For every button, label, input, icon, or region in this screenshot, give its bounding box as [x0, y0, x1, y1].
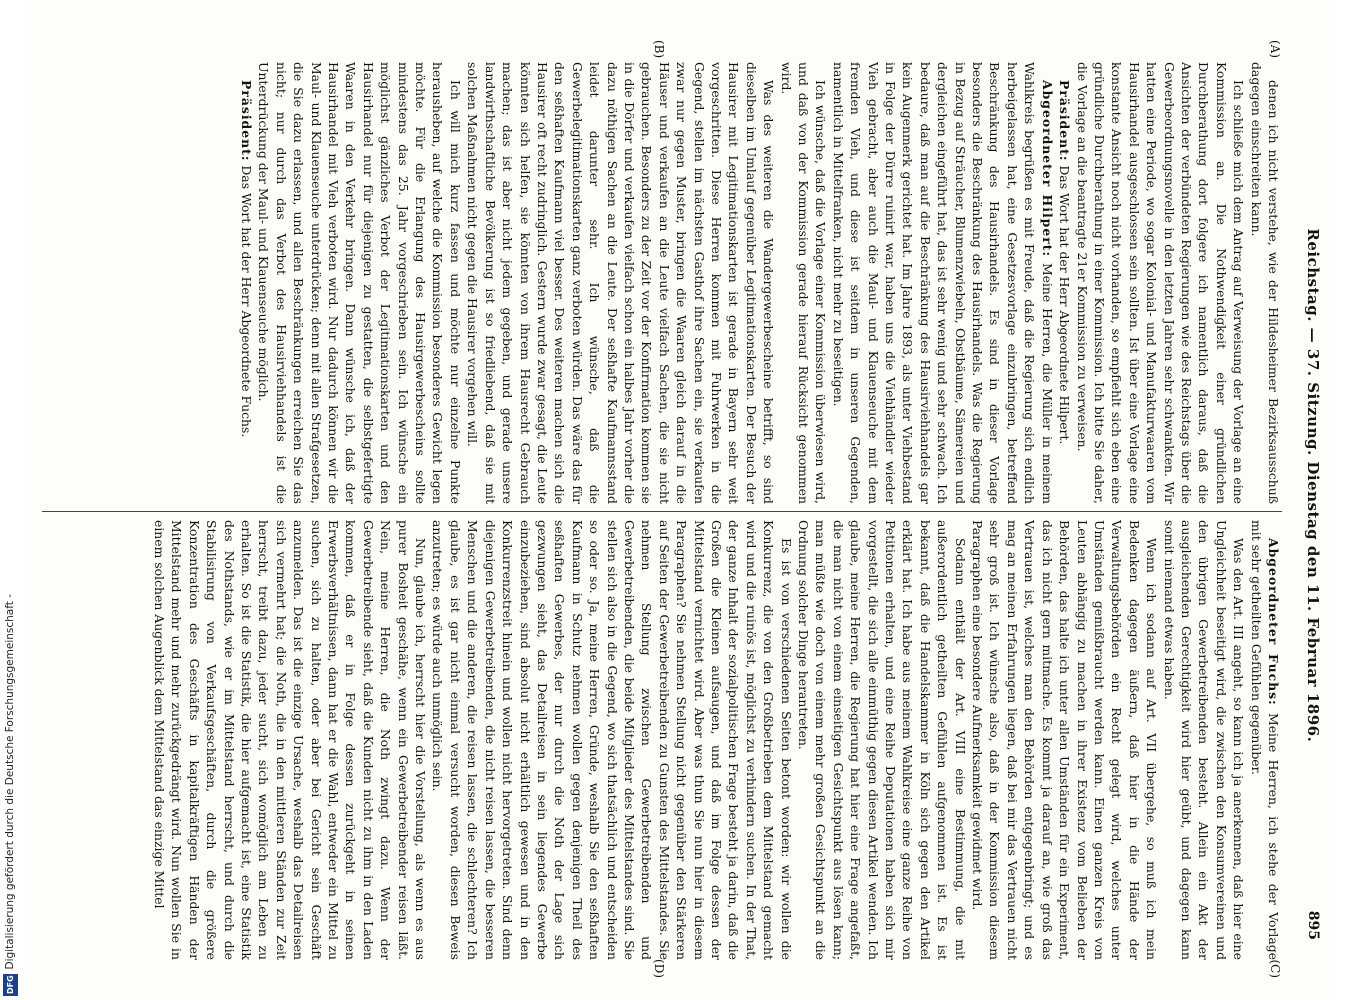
paragraph-text: Sodann enthält der Art. VIII eine Bestimmung, die mit außerordentlich getheilten Gefühlen aufgenommen ist. Es ist bekannt, daß die Handelskammer in Köln sich gegen den Artikel erklärt hat. Ich habe aus meinem Wahlkreise eine ganze Reihe von Petitionen erhalten, und eine Reihe Deputationen haben sich mir vorgestellt, die sich alle einmüthig gegen diesen Artikel wenden. Ich glaube, meine Herren, die Regierung hat hier eine Frage angefaßt, die man nicht von einem einseitigen Gesichtspunkt aus lösen kann; man müßte wie doch von einem mehr großen Gesichtspunkt an die Ordnung solcher Dinge herantreten. — [796, 520, 968, 960]
paragraph — [777, 62, 829, 504]
paragraph — [1073, 62, 1247, 504]
paragraph-text: Ich wünsche, daß die Vorlage einer Kommission überwiesen wird, und daß von der Kommission gerade hierauf Rücksicht genommen wird. — [778, 62, 829, 504]
speaker-label: Präsident: — [239, 80, 255, 162]
margin-marker-d: (D) — [652, 959, 666, 978]
margin-marker-b: (B) — [652, 40, 666, 59]
paragraph-text: Ich schließe mich dem Antrag auf Verweisung der Vorlage an eine Kommission an. Die Nothwendigkeit einer gründlichen Durchberathung dort folgere ich namentlich daraus, daß die Ansichten der verbündeten Regierungen wie des Reichstags über die Gewerbeordnungsnovelle in den letzten Jahren sehr schwankten. Wir hatten eine Periode, wo sogar Kolonial- und Manufakturwaaren vom Hausirhandel ausgeschlossen sein sollten. Ist über eine Vorlage eine konstante Ansicht noch nicht vorhanden, so empfiehlt sich eben eine gründliche Durchberathung in einer Kommission. Ich bitte Sie daher, die Vorlage an die beantragte 21er Kommission zu verweisen. — [1074, 62, 1247, 504]
paragraph — [969, 520, 1160, 960]
speaker-label: Abgeordneter Fuchs: — [1266, 538, 1281, 706]
running-title: Reichstag. — 37. Sitzung. Dienstag den 11. Februar 1896. — [1304, 228, 1322, 743]
paragraph — [429, 520, 795, 960]
paragraph — [151, 520, 430, 960]
paragraph-text: Meine Herren, die Müller in meinem Wahlkreis begrüßen es mit Freude, daß die Regierung sich endlich herbeigelassen hat, eine Gesetzesvorlage einzubringen, betreffend Beschränkung des Hausirhandels. Es sind in dieser Vorlage besonders die Beschränkung des Hausirhandels. Was die Regierung in Bezug auf Sträucher, Blumenzwiebeln, Obstbäume, Sämereien und dergleichen eingeführt hat, das ist sehr wenig und sehr schwach. Ich bedaure, daß man auf die Beschränkung des Hausirviehhandels gar kein Augenmerk gerichtet hat. Im Jahre 1893, als unter Viehbestand in Folge der Dürre ruinirt war, haben uns die Viehhändler wieder Vieh gebracht, aber auch die Maul- und Klauenseuche mit dem fremden Vieh, und diese ist seitdem in unseren Gegenden, namentlich in Mittelfranken, nicht mehr zu beseitigen. — [830, 62, 1055, 504]
paragraph-text: Es ist von verschiedenen Seiten betont worden: wir wollen die Konkurrenz, die von den Großbetrieben dem Mittelstand gemacht wird und die ruinös ist, möglichst zu verhindern suchen. In der That, der ganze Inhalt der sozialpolitischen Frage besteht ja darin, daß die Großen die Kleinen aufsaugen, und daß im Folge dessen der Mittelstand vernichtet wird. Aber was thun Sie nun hier in diesem Paragraphen? Sie nehmen Stellung nicht gegenüber den Stärkeren auf Seiten der Gewerbetreibenden zu Gunsten des Mittelstandes. Sie nehmen Stellung zwischen Gewerbetreibenden und Gewerbetreibenden, die beide Mitglieder des Mittelstandes sind. Sie stellen sich also in die Gegend, wo sich thatsächlich und entscheiden so oder so. Ja, meine Herren, Gründe, weshalb Sie den seßhaften Kaufmann in Schutz nehmen wollen gegen denjenigen Theil des seßhaften Gewerbes, der nur durch die Noth der Lage sich gezwungen sieht, das Detailreisen in sein liegendes Gewerbe einzubeziehen, sind absolut nicht erhältlich gewesen und in den Konkurrenzstreit hinein und wollen nicht hervorgetreten. Sind denn diejenigen Gewerbetreibenden, die nicht reisen lassen, die besseren Menschen und die anderen, die reisen lassen, die schlechteren? Ich glaube, es ist gar nicht einmal versucht worden, diesen Beweis anzutreten; es würde auch unmöglich sein. — [430, 520, 794, 960]
page-header — [1302, 60, 1324, 940]
paragraph-text: Meine Herren, ich stehe der Vorlage mit sehr getheilten Gefühlen gegenüber. — [1248, 520, 1281, 960]
speaker-label: Abgeordneter Hilpert: — [1039, 80, 1055, 258]
paragraph-text: Wenn ich sodann auf Art. VII übergehe, so muß ich mein Bedenken dagegen äußern, daß hier in die Hände der Verwaltungsbehörden ein Recht gelegt wird, welches unter Umständen gemißbraucht werden kann. Einen ganzen Kreis von Leuten abhängig zu machen in ihrer Existenz vom Belieben der Behörden, das halte ich unter allen Umständen für ein Experiment, das ich nicht gern mitmache. Es kommt ja darauf an, wie groß das Vertrauen ist, welches man den Behörden entgegenbringt; und es mag an meinen Erfahrungen liegen, daß bei mir das Vertrauen nicht sehr groß ist. Ich wünsche also, daß in der Kommission diesem Paragraphen eine besondere Aufmerksamkeit gewidmet wird. — [970, 520, 1160, 960]
paragraph — [255, 62, 464, 504]
digitization-strip — [0, 0, 22, 1000]
scanned-page — [24, 0, 1334, 1000]
paragraph-text: Nun, glaube ich, herrscht hier die Vorstellung, als wenn es aus purer Bosheit geschähe, wenn ein Gewerbetreibender reisen läßt. Nein, meine Herren, die Noth zwingt dazu. Wenn der Gewerbetreibende sieht, daß die Kunden nicht zu ihm in den Laden kommen, daß er in Folge dessen zurückgeht in seinen Erwerbsverhältnissen, dann hat er die Wahl, entweder ein Mittel zu suchen, sich zu halten, oder aber bei Gericht sein Geschäft anzumelden. Das ist die einzige Ursache, weshalb das Detailreisen sich vermehrt hat; die Noth, die in den mittleren Ständen zur Zeit herrscht, treibt dazu, jeder sucht, sich womöglich am Leben zu erhalten. So ist die Statistik, die hier aufgemacht ist, eine Statistik des Nothstands, wie er im Mittelstand herrscht, und durch die Stabilisirung von Verkaufsgeschäften, durch die größere Konzentration des Geschäfts in kapitalkräftigen Händen der Mittelstand mehr und mehr zurückgedrängt wird. Nun wollen Sie in einem solchen Augenblick dem Mittelstand das einzige Mittel — [152, 520, 429, 960]
margin-marker-a: (A) — [1268, 40, 1282, 59]
paragraph-text: Das Wort hat der Herr Abgeordnete Hilpert. — [1057, 165, 1073, 445]
page-number: 895 — [1305, 910, 1321, 940]
paragraph — [1160, 520, 1247, 960]
paragraph-text: Was des weiteren die Wandergewerbescheine betrifft, so sind dieselben im Umlauf gegenüber Legitimationskarten. Der Besuch der Hausirer mit Legitimationskarten ist gerade in Bayern sehr weit vorgeschritten. Diese Herren kommen mit Fuhrwerken in die Gegend, stellen im nächsten Gasthof ihre Sachen ein, sie verkaufen zwar nur gegen Muster, bringen die Waaren gleich darauf in die Häuser und verkaufen an die Leute vielfach Sachen, die sie nicht gebrauchen. Besonders zu der Zeit vor der Konfirmation kommen sie in die Dörfer und verkaufen vielfach schon ein halbes Jahr vorher die dazu nöthigen Sachen an die Leute. Der seßhafte Kaufmannsstand leidet darunter sehr. Ich wünsche, daß die Gewerbelegitimationskarten ganz verboten würden. Das wäre das für den seßhaften Kaufmann viel besser. Des weiteren machen sich die Hausirer oft recht zudringlich. Gestern wurde zwar gesagt, die Leute könnten sich helfen, sie könnten von ihrem Hausrecht Gebrauch machen; das ist aber nicht jedem gegeben, und gerade unsere landwirthschaftliche Bevölkerung ist so friedliebend, daß sie mit solchen Maßnahmen nicht gegen die Hausirer vorgehen will. — [465, 62, 777, 504]
paragraph-text: Was den Art. III angeht, so kann ich ja anerkennen, daß hier eine Ungleichheit beseitigt wird, die zwischen den Konsumvereinen und den übrigen Gewerbetreibenden besteht. Allein ein Akt der ausgleichenden Gerechtigkeit wird hier geübt, und dagegen kann somit niemand etwas haben. — [1161, 520, 1247, 960]
column-divider — [42, 511, 1282, 512]
digitization-credit: Digitalisierung gefördert durch die Deutsche Forschungsgemeinschaft - — [4, 594, 16, 970]
paragraph — [464, 62, 777, 504]
dfg-logo-icon: DFG — [3, 974, 18, 996]
left-text-column — [42, 62, 1282, 504]
right-text-column — [42, 520, 1282, 960]
paragraph-text: Das Wort hat der Herr Abgeordnete Fuchs. — [239, 165, 255, 438]
margin-marker-c: (C) — [1268, 959, 1282, 978]
paragraph-text: denen ich nicht verstehe, wie der Hildesheimer Bezirksausschuß dagegen einschreiten kann. — [1248, 62, 1281, 504]
paragraph — [1247, 520, 1282, 960]
scanned-page-viewport — [24, 0, 1353, 1000]
paragraph — [1247, 62, 1282, 504]
paragraph — [795, 520, 969, 960]
paragraph — [238, 62, 255, 504]
paragraph — [1056, 62, 1073, 504]
paragraph-text: Ich will mich kurz fassen und möchte nur einzelne Punkte herausheben, auf welche die Kommission besonderes Gewicht legen möchte. Für die Erlangung des Hausirgewerbescheins sollte mindestens das 25. Jahr vorgeschrieben sein. Ich wünsche ein möglichst gänzliches Verbot der Legitimationskarten und den Hausirhandel nur für diejenigen zu gestatten, die selbstgefertigte Waaren in den Verkehr bringen. Dann wünsche ich, daß der Hausirhandel mit Vieh verboten wird. Nur dadurch können wir die Maul- und Klauenseuche unterdrücken; denn mit allen Strafgesetzen, die Sie dazu erlassen, und allen Beschränkungen erreichen Sie das nicht; nur durch das Verbot des Hausirviehhandels ist die Unterdrückung der Maul- und Klauenseuche möglich. — [256, 62, 463, 504]
paragraph — [829, 62, 1055, 504]
speaker-label: Präsident: — [1057, 80, 1073, 162]
